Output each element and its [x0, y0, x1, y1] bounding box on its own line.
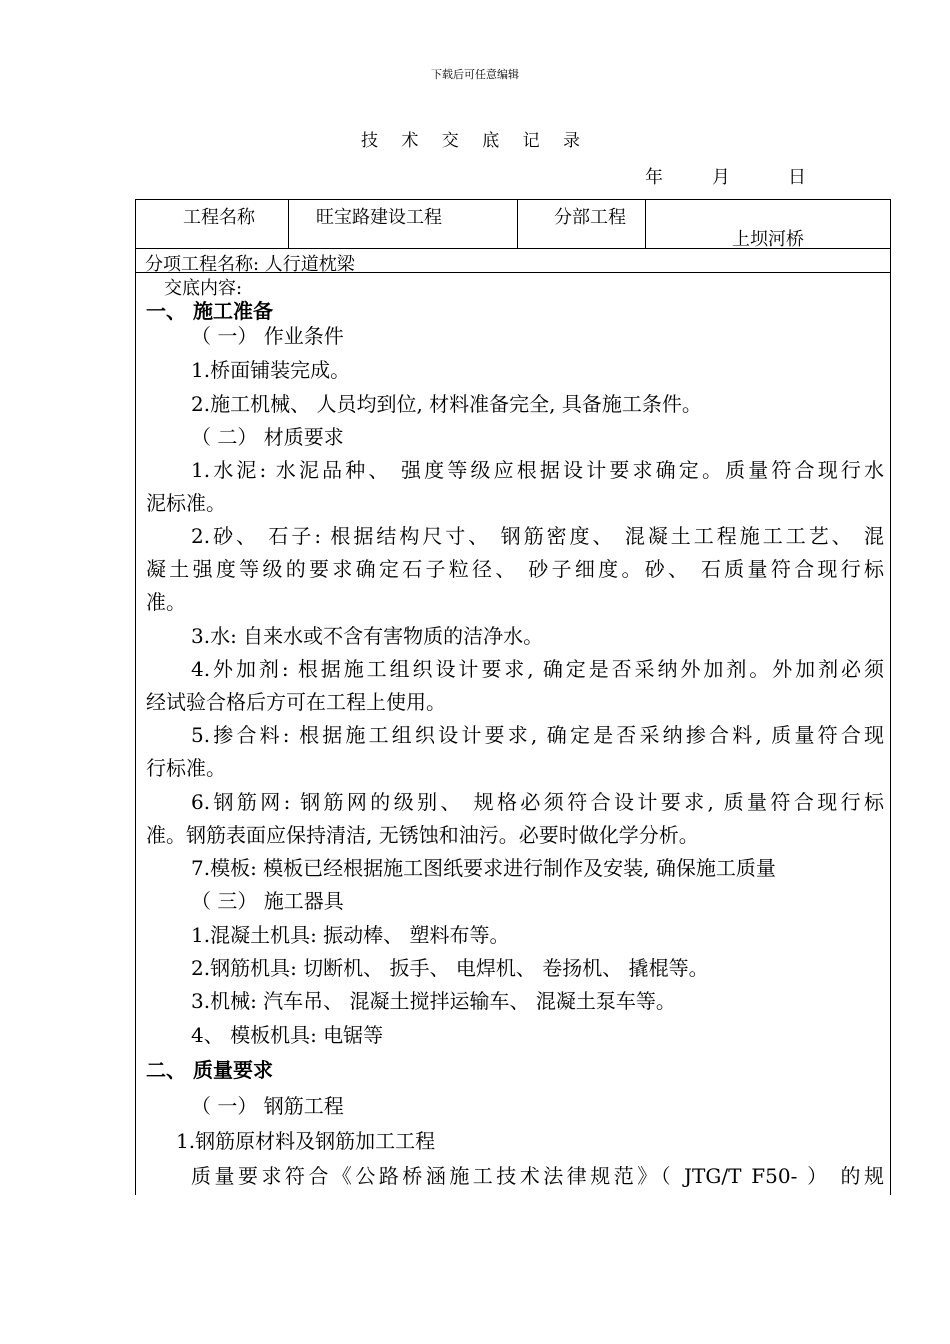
- paragraph-line: 2.施工机械、 人员均到位, 材料准备完全, 具备施工条件。: [191, 392, 702, 416]
- section-heading: 二、 质量要求: [146, 1058, 273, 1082]
- date-day: 日: [788, 167, 806, 188]
- date-month: 月: [712, 167, 730, 188]
- project-name-value: 旺宝路建设工程: [316, 207, 442, 228]
- subsection-heading: （ 三） 施工器具: [191, 889, 344, 913]
- subsection-heading: （ 二） 材质要求: [191, 425, 344, 449]
- paragraph-line: 质量要求符合《公路桥涵施工技术法律规范》（ JTG/T F50- ） 的规: [191, 1164, 884, 1188]
- disclosure-label: 交底内容:: [164, 278, 243, 299]
- paragraph-line: 7.模板: 模板已经根据施工图纸要求进行制作及安装, 确保施工质量: [191, 856, 776, 880]
- paragraph-line: 2.砂、 石子: 根据结构尺寸、 钢筋密度、 混凝土工程施工工艺、 混: [191, 524, 884, 548]
- paragraph-line: 准。: [146, 590, 186, 614]
- division-label: 分部工程: [554, 207, 626, 228]
- project-name-label: 工程名称: [183, 207, 255, 228]
- paragraph-line: 行标准。: [146, 756, 226, 780]
- paragraph-line: 6.钢筋网: 钢筋网的级别、 规格必须符合设计要求, 质量符合现行标: [191, 790, 884, 814]
- date-year: 年: [645, 167, 663, 188]
- header-note: 下载后可任意编辑: [431, 68, 519, 81]
- divider: [517, 200, 518, 248]
- division-value: 上坝河桥: [732, 229, 804, 250]
- paragraph-line: 3.水: 自来水或不含有害物质的洁净水。: [191, 624, 544, 648]
- paragraph-line: 1.水泥: 水泥品种、 强度等级应根据设计要求确定。质量符合现行水: [191, 458, 884, 482]
- paragraph-line: 泥标准。: [146, 491, 226, 515]
- paragraph-line: 准。钢筋表面应保持清洁, 无锈蚀和油污。必要时做化学分析。: [146, 823, 699, 847]
- section-heading: 一、 施工准备: [146, 299, 273, 323]
- divider: [645, 200, 646, 248]
- paragraph-line: 3.机械: 汽车吊、 混凝土搅拌运输车、 混凝土泵车等。: [191, 989, 676, 1013]
- divider: [288, 200, 289, 248]
- paragraph-line: 经试验合格后方可在工程上使用。: [146, 690, 446, 714]
- document-title: 技 术 交 底 记 录: [360, 131, 590, 151]
- paragraph-line: 1.钢筋原材料及钢筋加工工程: [176, 1129, 436, 1153]
- subsection-heading: （ 一） 作业条件: [191, 324, 344, 348]
- paragraph-line: 1.混凝土机具: 振动棒、 塑料布等。: [191, 923, 510, 947]
- paragraph-line: 4.外加剂: 根据施工组织设计要求, 确定是否采纳外加剂。外加剂必须: [191, 657, 884, 681]
- paragraph-line: 凝土强度等级的要求确定石子粒径、 砂子细度。砂、 石质量符合现行标: [146, 557, 884, 581]
- paragraph-line: 5.掺合料: 根据施工组织设计要求, 确定是否采纳掺合料, 质量符合现: [191, 723, 884, 747]
- paragraph-line: 1.桥面铺装完成。: [191, 358, 351, 382]
- subitem-name: 分项工程名称: 人行道枕梁: [145, 254, 355, 275]
- subsection-heading: （ 一） 钢筋工程: [191, 1094, 344, 1118]
- disclosure-table: [135, 199, 891, 1195]
- paragraph-line: 4、 模板机具: 电锯等: [191, 1023, 384, 1047]
- paragraph-line: 2.钢筋机具: 切断机、 扳手、 电焊机、 卷扬机、 撬棍等。: [191, 956, 709, 980]
